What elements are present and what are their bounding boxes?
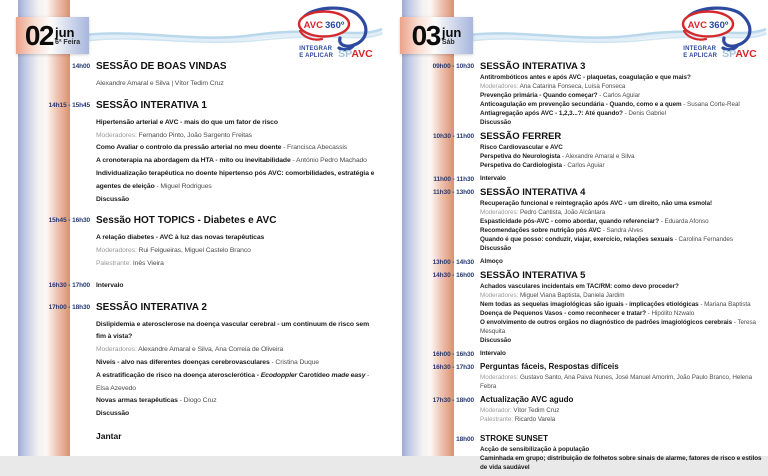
- session-line: [480, 199, 763, 208]
- logo-360-text: 360º: [709, 20, 729, 31]
- logo-bottom: [676, 46, 764, 60]
- date-month: jun: [54, 24, 75, 40]
- date-side: [442, 25, 462, 47]
- session-body: [96, 215, 379, 270]
- session-line: [480, 406, 763, 415]
- session-list: [0, 61, 379, 456]
- session-body: [480, 395, 763, 424]
- session-line: [480, 143, 763, 152]
- text-segment: Discussão: [480, 119, 512, 126]
- avc360-logo: [676, 7, 764, 60]
- text-segment: O envolvimento de outros orgãos no diagnóstico de padrões imagiológicos cerebrais: [480, 319, 733, 326]
- session-time: 10h30 - 11h00: [433, 133, 474, 140]
- date-weekday: Sáb: [441, 39, 455, 47]
- session-line: [96, 117, 379, 130]
- spavc-logo: [722, 49, 757, 60]
- text-segment: Perspetiva do Neurologista: [480, 153, 561, 160]
- session-title: SESSÃO INTERATIVA 5: [480, 270, 586, 281]
- session-line: [480, 217, 763, 226]
- text-segment: Achados vasculares incidentais em TAC/RM: como devo proceder?: [480, 283, 679, 290]
- session-line: [480, 454, 763, 472]
- session-line: [96, 370, 379, 396]
- logo-360-text: 360º: [325, 20, 345, 31]
- session-line: [96, 408, 379, 421]
- session-row: [0, 302, 379, 421]
- session-line: [480, 336, 763, 345]
- session-time: 14h00: [72, 63, 90, 70]
- session-line: [96, 142, 379, 155]
- text-segment: Gustavo Santo, Ana Paiva Nunes, José Manuel Amorim, João Paulo Branco, Helena Febra: [480, 374, 753, 390]
- session-row: [0, 100, 379, 207]
- session-time: 13h00 - 14h30: [432, 259, 474, 266]
- session-row: [384, 349, 763, 358]
- session-body: [480, 434, 763, 472]
- session-line: [480, 244, 763, 253]
- text-segment: - Hipólito Nzwalo: [646, 310, 695, 317]
- day-column: [384, 0, 768, 471]
- avc360-logo: [292, 7, 380, 60]
- session-time: 16h30 - 17h00: [48, 281, 90, 289]
- text-segment: - Sandra Alves: [601, 227, 643, 234]
- session-line: [480, 282, 763, 291]
- svg-text:AVC360º: [688, 20, 729, 31]
- text-segment: Discussão: [96, 410, 130, 418]
- session-line: [480, 118, 763, 127]
- date-month: jun: [441, 24, 462, 40]
- text-segment: Alexandre Amaral e Silva | Vítor Tedim Cruz: [96, 80, 224, 87]
- text-segment: Discussão: [96, 195, 130, 203]
- session-line: [480, 300, 763, 309]
- session-title: Jantar: [96, 430, 122, 441]
- text-segment: Niveis - alvo nas diferentes doenças cerebrovasculares: [96, 358, 270, 366]
- session-line: [96, 232, 379, 245]
- role-label: Moderadores:: [96, 247, 139, 255]
- session-row: [0, 215, 379, 270]
- session-title: Sessão HOT TOPICS - Diabetes e AVC: [96, 215, 277, 227]
- session-time: 14h15 - 15h45: [48, 101, 90, 109]
- session-time: 11h30 - 13h00: [433, 189, 474, 196]
- session-line: [96, 344, 379, 357]
- text-segment: Anticoagulação em prevenção secundária - Quando, como e a quem: [480, 101, 682, 108]
- text-segment: Inês Vieira: [132, 259, 164, 267]
- role-label: Moderadores:: [480, 83, 520, 90]
- text-segment: Intervalo: [480, 350, 506, 357]
- session-time: 11h00 - 11h30: [433, 176, 474, 183]
- date-side: [55, 25, 80, 47]
- logo-tagline-line2: E APLICAR: [299, 52, 334, 59]
- text-segment: Intervalo: [96, 281, 124, 289]
- text-segment: - António Pedro Machado: [290, 157, 367, 165]
- session-row: [384, 131, 763, 170]
- text-segment: Quando é que posso: conduzir, viajar, exercício, relações sexuais: [480, 236, 674, 243]
- session-time: [0, 430, 90, 432]
- date-badge: [16, 17, 89, 54]
- text-segment: A estratificação de risco na doença aterosclerótica -: [96, 371, 261, 379]
- logo-tagline: [299, 46, 333, 60]
- session-line: [480, 373, 763, 391]
- text-segment: - Carolina Fernandes: [673, 236, 733, 243]
- text-segment: Espasticidade pós-AVC - como abordar, quando referenciar?: [480, 218, 659, 225]
- spavc-avc: AVC: [351, 48, 373, 61]
- text-segment: - Eduarda Afonso: [659, 218, 709, 225]
- session-body: [480, 174, 763, 183]
- text-segment: Antitrombóticos antes e após AVC - plaquetas, coagulação e que mais?: [480, 74, 691, 81]
- date-badge: [400, 17, 473, 54]
- text-segment: Ana Catarina Fonseca, Luísa Fonseca: [519, 83, 626, 90]
- spavc-sp: SP: [338, 48, 352, 61]
- logo-tagline: [683, 46, 717, 60]
- text-segment: Discussão: [480, 245, 512, 252]
- session-line: [96, 78, 379, 91]
- spavc-sp: SP: [722, 48, 736, 61]
- text-segment: Hipertensão arterial e AVC - mais do que um fator de risco: [96, 118, 278, 126]
- text-segment: Carotídeo: [297, 371, 332, 379]
- spavc-logo: [338, 49, 373, 60]
- session-row: [384, 61, 763, 127]
- session-body: [480, 349, 763, 358]
- text-segment: - Mariana Baptista: [698, 301, 751, 308]
- date-day: 02: [24, 19, 53, 51]
- session-title: SESSÃO INTERATIVA 1: [96, 99, 207, 111]
- text-segment: - Alexandre Amaral e Silva: [560, 153, 635, 160]
- text-segment: Vítor Tedim Cruz: [513, 407, 560, 414]
- session-line: [480, 291, 763, 300]
- session-line: [96, 245, 379, 258]
- text-segment: Novas armas terapêuticas: [96, 397, 178, 405]
- session-row: [384, 174, 763, 183]
- session-row: [384, 395, 763, 424]
- text-segment: - Susana Corte-Real: [681, 101, 740, 108]
- session-row: [384, 187, 763, 253]
- session-line: [96, 357, 379, 370]
- text-segment: - Denis Gabriel: [622, 110, 666, 117]
- logo-avc-text: AVC: [303, 20, 324, 31]
- text-segment: Como Avaliar o controlo da pressão arterial no meu doente: [96, 144, 282, 152]
- spavc-avc: AVC: [735, 48, 757, 61]
- session-line: [96, 280, 379, 293]
- session-title: SESSÃO INTERATIVA 2: [96, 301, 207, 313]
- session-line: [480, 174, 763, 183]
- text-segment: Recomendações sobre nutrição pós AVC: [480, 227, 602, 234]
- text-segment: - Carlos Aguiar: [597, 92, 641, 99]
- session-line: [96, 194, 379, 207]
- text-segment: Risco Cardiovascular e AVC: [480, 144, 563, 151]
- session-body: [480, 61, 763, 127]
- session-row: [384, 434, 763, 472]
- text-segment: Caminhada em grupo; distribuição de folhetos sobre sinais de alarme, fatores de risco e estilos de vida saudável: [480, 455, 762, 471]
- session-title: STROKE SUNSET: [480, 434, 549, 443]
- session-body: [480, 257, 763, 266]
- session-row: [0, 61, 379, 91]
- session-line: [480, 208, 763, 217]
- session-line: [480, 349, 763, 358]
- text-segment: - Teresa Mesquita: [480, 319, 757, 335]
- session-body: [96, 430, 379, 447]
- text-segment: Discussão: [480, 337, 512, 344]
- session-list: [384, 61, 763, 476]
- session-title: SESSÃO INTERATIVA 3: [480, 61, 586, 72]
- text-segment: Nem todas as sequelas imagiológicas são iguais - implicações etiológicas: [480, 301, 699, 308]
- session-body: [480, 362, 763, 391]
- day-column: [0, 0, 384, 456]
- session-row: [384, 270, 763, 345]
- text-segment: Fernando Pinto, João Sargento Freitas: [138, 131, 252, 139]
- text-segment: Almoço: [480, 258, 503, 265]
- session-time: 09h00 - 10h30: [432, 63, 474, 70]
- session-time: 14h30 - 16h00: [432, 272, 474, 279]
- svg-text:AVC360º: [304, 20, 345, 31]
- session-body: [96, 280, 379, 293]
- session-body: [480, 187, 763, 253]
- text-segment: Acção de sensibilização à população: [480, 446, 590, 453]
- session-time: 18h00: [456, 436, 474, 443]
- session-time: 15h45 - 16h30: [48, 217, 90, 225]
- date-weekday: 6ª Feira: [54, 39, 81, 47]
- text-segment: A cronoterapia na abordagem da HTA - mito ou inevitabilidade: [96, 157, 291, 165]
- session-line: [480, 73, 763, 82]
- session-line: [480, 318, 763, 336]
- session-line: [480, 152, 763, 161]
- session-time: 16h30 - 17h30: [432, 364, 474, 371]
- session-line: [96, 258, 379, 271]
- session-line: [480, 161, 763, 170]
- text-segment: made easy: [331, 371, 366, 379]
- role-label: Moderadores:: [96, 131, 139, 139]
- session-title: Perguntas fáceis, Respostas difíceis: [480, 362, 619, 371]
- text-segment: Intervalo: [480, 175, 506, 182]
- session-line: [480, 257, 763, 266]
- session-title: SESSÃO FERRER: [480, 131, 562, 142]
- text-segment: Miguel Viana Baptista, Daniela Jardim: [519, 292, 625, 299]
- session-time: 17h30 - 18h00: [432, 397, 474, 404]
- session-body: [96, 61, 379, 91]
- logo-bottom: [292, 46, 380, 60]
- text-segment: Ecodoppler: [260, 371, 298, 379]
- session-title: SESSÃO INTERATIVA 4: [480, 187, 586, 198]
- text-segment: Individualização terapêutica no doente hipertenso pós AVC: comorbilidades, estratégia e agentes de eleição: [96, 169, 375, 190]
- text-segment: Pedro Cantista, João Alcântara: [519, 209, 606, 216]
- session-row: [384, 362, 763, 391]
- role-label: Moderadores:: [96, 346, 139, 354]
- session-line: [480, 100, 763, 109]
- role-label: Moderadores:: [480, 209, 520, 216]
- text-segment: Ricardo Varela: [514, 416, 556, 423]
- session-line: [480, 82, 763, 91]
- session-line: [480, 445, 763, 454]
- session-line: [480, 91, 763, 100]
- session-line: [480, 415, 763, 424]
- session-title: Actualização AVC agudo: [480, 395, 574, 404]
- session-body: [96, 100, 379, 207]
- session-line: [480, 226, 763, 235]
- session-line: [480, 235, 763, 244]
- session-title: SESSÃO DE BOAS VINDAS: [96, 61, 227, 72]
- text-segment: - Diogo Cruz: [177, 397, 217, 405]
- role-label: Palestrante:: [480, 416, 515, 423]
- text-segment: Doença de Pequenos Vasos - como reconhecer e tratar?: [480, 310, 647, 317]
- session-row: [384, 257, 763, 266]
- text-segment: - Elsa Azevedo: [96, 371, 370, 392]
- session-line: [480, 309, 763, 318]
- session-line: [96, 130, 379, 143]
- text-segment: A relação diabetes - AVC à luz das novas terapêuticas: [96, 234, 265, 242]
- session-body: [480, 131, 763, 170]
- session-row: [0, 280, 379, 293]
- text-segment: - Cristina Duque: [269, 358, 319, 366]
- logo-tagline-line1: INTEGRAR: [683, 46, 717, 52]
- session-line: [96, 155, 379, 168]
- text-segment: - Francisca Abecassis: [281, 144, 348, 152]
- text-segment: - Miguel Rodrigues: [154, 182, 212, 190]
- text-segment: Dislipidemia e aterosclerose na doença vascular cerebral - um continuum de risco sem fim à vista?: [96, 320, 370, 341]
- session-time: 16h00 - 16h30: [432, 351, 474, 358]
- text-segment: Rui Felgueiras, Miguel Castelo Branco: [138, 247, 251, 255]
- session-line: [480, 109, 763, 118]
- session-row: [0, 430, 379, 447]
- date-day: 03: [411, 19, 440, 51]
- session-line: [96, 319, 379, 345]
- role-label: Palestrante:: [96, 259, 133, 267]
- session-line: [96, 168, 379, 194]
- session-line: [96, 395, 379, 408]
- logo-tagline-line2: E APLICAR: [683, 52, 718, 59]
- text-segment: Antiagregação após AVC - 1,2,3...?: Até quando?: [480, 110, 623, 117]
- session-body: [480, 270, 763, 345]
- session-body: [96, 302, 379, 421]
- text-segment: Prevenção primária - Quando começar?: [480, 92, 598, 99]
- text-segment: Alexandre Amaral e Silva, Ana Correia de Oliveira: [138, 346, 284, 354]
- logo-avc-text: AVC: [687, 20, 708, 31]
- text-segment: - Carlos Aguiar: [561, 162, 605, 169]
- role-label: Moderadores:: [480, 292, 520, 299]
- role-label: Moderador:: [480, 407, 514, 414]
- role-label: Moderadores:: [480, 374, 520, 381]
- session-time: 17h00 - 18h30: [48, 303, 90, 311]
- text-segment: Perspetiva do Cardiologista: [480, 162, 562, 169]
- text-segment: Recuperação funcional e reintegração após AVC - um direito, não uma esmola!: [480, 200, 713, 207]
- logo-tagline-line1: INTEGRAR: [299, 46, 333, 52]
